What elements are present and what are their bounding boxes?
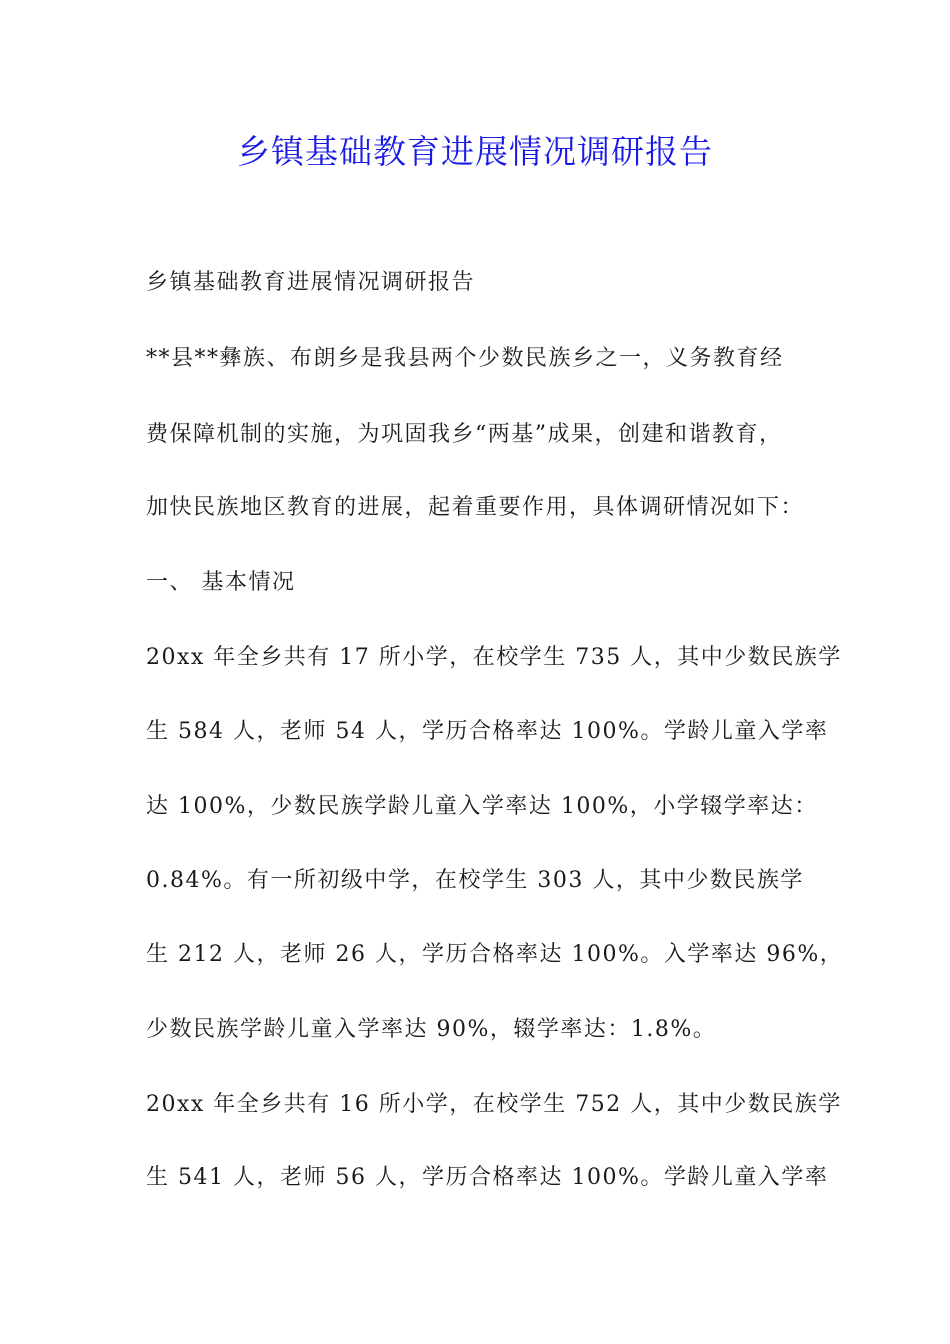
- body-line: 少数民族学龄儿童入学率达 90%，辍学率达：1.8%。: [146, 1017, 717, 1042]
- section-heading: 一、 基本情况: [146, 570, 296, 595]
- body-line: 20xx 年全乡共有 16 所小学，在校学生 752 人，其中少数民族学: [146, 1092, 842, 1117]
- body-line: 20xx 年全乡共有 17 所小学，在校学生 735 人，其中少数民族学: [146, 645, 842, 670]
- body-line: 生 584 人，老师 54 人，学历合格率达 100%。学龄儿童入学率: [146, 719, 829, 744]
- body-line: 费保障机制的实施，为巩固我乡“两基”成果，创建和谐教育，: [146, 422, 783, 447]
- body-line: **县**彝族、布朗乡是我县两个少数民族乡之一，义务教育经: [146, 346, 784, 371]
- body-line: 乡镇基础教育进展情况调研报告: [146, 270, 476, 295]
- body-line: 达 100%，少数民族学龄儿童入学率达 100%，小学辍学率达：: [146, 794, 818, 819]
- body-line: 生 541 人，老师 56 人，学历合格率达 100%。学龄儿童入学率: [146, 1165, 829, 1190]
- document-title: 乡镇基础教育进展情况调研报告: [237, 132, 713, 171]
- body-line: 生 212 人，老师 26 人，学历合格率达 100%。入学率达 96%，: [146, 942, 844, 967]
- body-line: 0.84%。有一所初级中学，在校学生 303 人，其中少数民族学: [146, 868, 804, 893]
- body-line: 加快民族地区教育的进展，起着重要作用，具体调研情况如下：: [146, 495, 805, 520]
